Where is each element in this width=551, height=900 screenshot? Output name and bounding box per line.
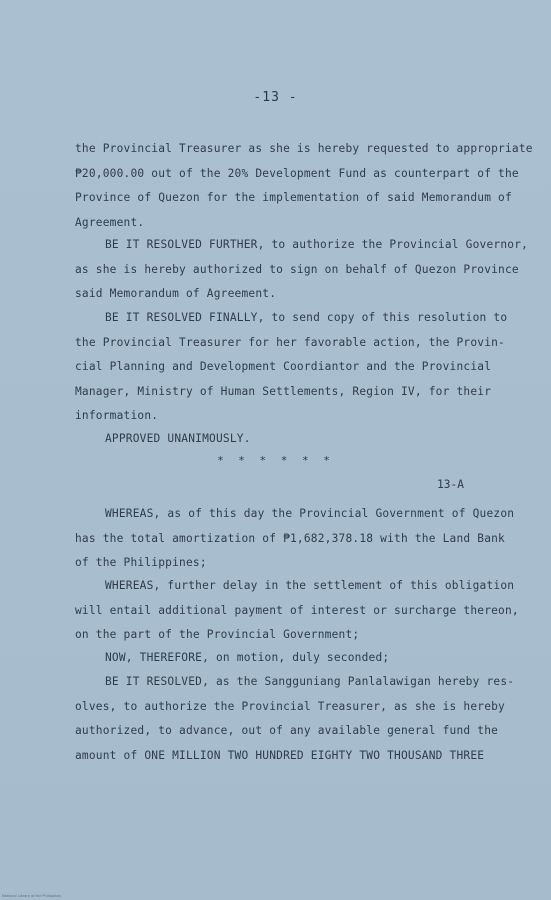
text-line: BE IT RESOLVED, as the Sangguniang Panlalawigan hereby res- [105, 675, 515, 688]
text-line: BE IT RESOLVED FURTHER, to authorize the Provincial Governor, [105, 238, 529, 251]
item-number: 13-A [437, 478, 464, 491]
paragraph-whereas-amortization [75, 502, 515, 576]
paragraph-resolved [75, 670, 515, 768]
text-line: will entail additional payment of interest or surcharge thereon, [75, 603, 519, 617]
text-line: the Provincial Treasurer for her favorable action, the Provin- [75, 335, 505, 349]
text-line: Agreement. [75, 215, 145, 229]
paragraph-resolved-further [75, 233, 529, 307]
paragraph-appropriation [75, 137, 533, 235]
paragraph-now-therefore [75, 646, 475, 671]
archive-footer: National Library of the Philippines [2, 894, 62, 898]
text-line: has the total amortization of ₱1,682,378.18 with the Land Bank [75, 531, 505, 545]
paragraph-resolved-finally [75, 306, 508, 429]
text-line: on the part of the Provincial Government; [75, 628, 360, 641]
text-line: WHEREAS, further delay in the settlement of this obligation [105, 579, 515, 592]
text-line: olves, to authorize the Provincial Treasurer, as she is hereby [75, 699, 505, 713]
page-number: -13 - [253, 90, 298, 105]
text-line: Province of Quezon for the implementation of said Memorandum of [75, 191, 512, 204]
text-line: said Memorandum of Agreement. [75, 287, 277, 300]
section-separator: * * * * * * [217, 454, 334, 467]
paragraph-whereas-delay [75, 574, 519, 648]
text-line: authorized, to advance, out of any available general fund the [75, 724, 499, 737]
text-line: the Provincial Treasurer as she is hereby requested to appropriate [75, 142, 533, 155]
text-line: APPROVED UNANIMOUSLY. [105, 432, 251, 445]
text-line: NOW, THEREFORE, on motion, duly seconded; [105, 651, 390, 664]
text-line: as she is hereby authorized to sign on behalf of Quezon Province [75, 262, 519, 276]
text-line: ₱20,000.00 out of the 20% Development Fund as counterpart of the [75, 166, 519, 180]
paragraph-approved [75, 427, 475, 452]
text-line: cial Planning and Development Coordiantor and the Provincial [75, 360, 492, 373]
text-line: information. [75, 409, 159, 422]
text-line: Manager, Ministry of Human Settlements, Region IV, for their [75, 384, 492, 398]
text-line: BE IT RESOLVED FINALLY, to send copy of this resolution to [105, 311, 508, 324]
text-line: WHEREAS, as of this day the Provincial Government of Quezon [105, 507, 515, 520]
text-line: of the Philippines; [75, 556, 207, 569]
text-line: amount of ONE MILLION TWO HUNDRED EIGHTY TWO THOUSAND THREE [75, 748, 485, 762]
